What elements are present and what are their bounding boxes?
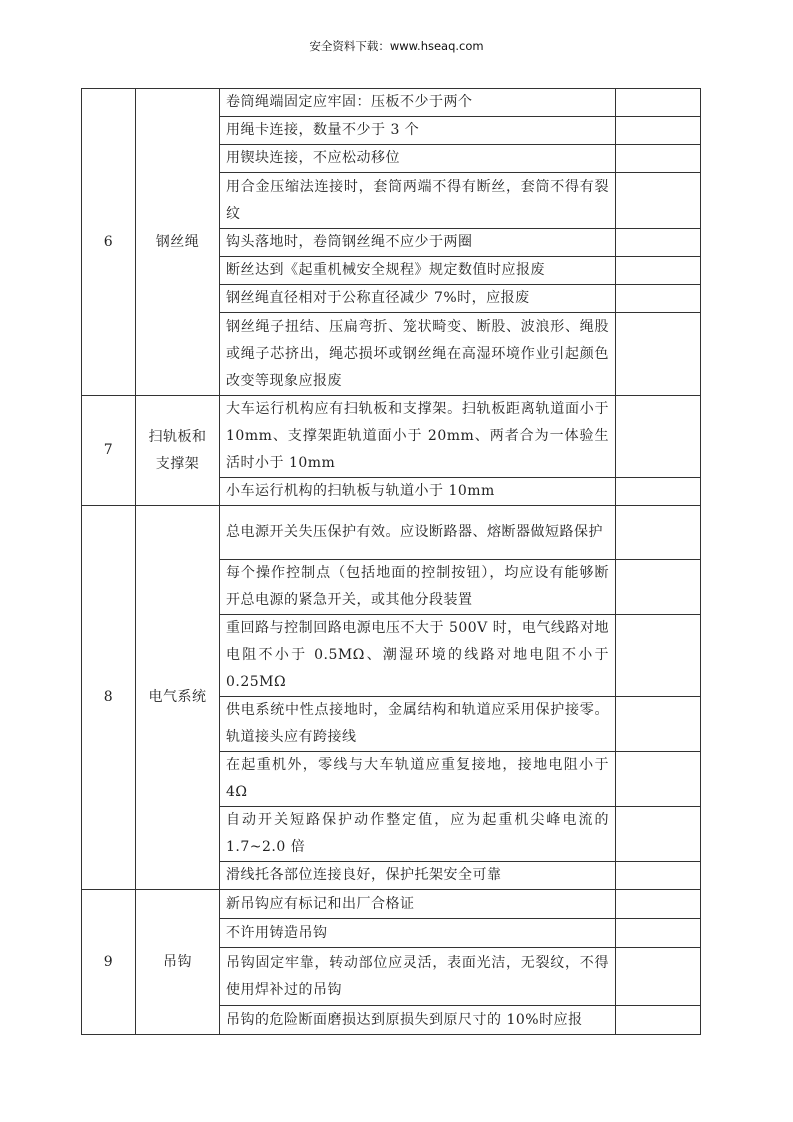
requirement-text: 钢丝绳直径相对于公称直径减少 7%时，应报废 bbox=[220, 285, 616, 313]
requirement-text: 吊钩的危险断面磨损达到原损失到原尺寸的 10%时应报 bbox=[220, 1006, 616, 1035]
check-cell bbox=[616, 506, 701, 560]
requirement-text: 钩头落地时，卷筒钢丝绳不应少于两圈 bbox=[220, 229, 616, 257]
check-cell bbox=[616, 117, 701, 145]
check-cell bbox=[616, 145, 701, 173]
check-cell bbox=[616, 229, 701, 257]
requirement-text: 新吊钩应有标记和出厂合格证 bbox=[220, 890, 616, 919]
page-header: 安全资料下载：www.hseaq.com bbox=[309, 39, 484, 53]
section-number: 8 bbox=[82, 506, 136, 890]
check-cell bbox=[616, 948, 701, 1006]
check-cell bbox=[616, 919, 701, 948]
check-cell bbox=[616, 807, 701, 862]
requirement-text: 在起重机外，零线与大车轨道应重复接地，接地电阻小于 4Ω bbox=[220, 752, 616, 807]
check-cell bbox=[616, 862, 701, 890]
requirement-text: 卷筒绳端固定应牢固：压板不少于两个 bbox=[220, 89, 616, 117]
section-item: 钢丝绳 bbox=[136, 89, 220, 396]
check-cell bbox=[616, 257, 701, 285]
requirement-text: 不许用铸造吊钩 bbox=[220, 919, 616, 948]
requirement-text: 供电系统中性点接地时，金属结构和轨道应采用保护接零。轨道接头应有跨接线 bbox=[220, 697, 616, 752]
section-number: 7 bbox=[82, 396, 136, 506]
check-cell bbox=[616, 173, 701, 229]
section-item: 电气系统 bbox=[136, 506, 220, 890]
requirement-text: 吊钩固定牢靠，转动部位应灵活，表面光洁，无裂纹，不得使用焊补过的吊钩 bbox=[220, 948, 616, 1006]
check-cell bbox=[616, 1006, 701, 1035]
section-item: 吊钩 bbox=[136, 890, 220, 1035]
check-cell bbox=[616, 89, 701, 117]
requirement-text: 用锲块连接，不应松动移位 bbox=[220, 145, 616, 173]
check-cell bbox=[616, 560, 701, 615]
requirement-text: 自动开关短路保护动作整定值，应为起重机尖峰电流的 1.7~2.0 倍 bbox=[220, 807, 616, 862]
requirement-text: 断丝达到《起重机械安全规程》规定数值时应报废 bbox=[220, 257, 616, 285]
section-item: 扫轨板和支撑架 bbox=[136, 396, 220, 506]
requirement-text: 重回路与控制回路电源电压不大于 500V 时，电气线路对地电阻不小于 0.5MΩ、潮湿环境的线路对地电阻不小于 0.25MΩ bbox=[220, 615, 616, 697]
requirement-text: 用合金压缩法连接时，套筒两端不得有断丝，套筒不得有裂纹 bbox=[220, 173, 616, 229]
check-cell bbox=[616, 396, 701, 478]
requirement-text: 总电源开关失压保护有效。应设断路器、熔断器做短路保护 bbox=[220, 506, 616, 560]
check-cell bbox=[616, 890, 701, 919]
requirement-text: 用绳卡连接，数量不少于 3 个 bbox=[220, 117, 616, 145]
check-cell bbox=[616, 752, 701, 807]
requirement-text: 滑线托各部位连接良好，保护托架安全可靠 bbox=[220, 862, 616, 890]
requirement-text: 钢丝绳子扭结、压扁弯折、笼状畸变、断股、波浪形、绳股或绳子芯挤出，绳芯损坏或钢丝绳在高湿环境作业引起颜色改变等现象应报废 bbox=[220, 313, 616, 396]
check-cell bbox=[616, 615, 701, 697]
check-cell bbox=[616, 478, 701, 506]
requirement-text: 每个操作控制点（包括地面的控制按钮），均应设有能够断开总电源的紧急开关，或其他分段装置 bbox=[220, 560, 616, 615]
requirement-text: 大车运行机构应有扫轨板和支撑架。扫轨板距离轨道面小于 10mm、支撑架距轨道面小于 20mm、两者合为一体验生活时小于 10mm bbox=[220, 396, 616, 478]
check-cell bbox=[616, 697, 701, 752]
requirement-text: 小车运行机构的扫轨板与轨道小于 10mm bbox=[220, 478, 616, 506]
check-cell bbox=[616, 313, 701, 396]
inspection-table bbox=[81, 88, 701, 1035]
section-number: 6 bbox=[82, 89, 136, 396]
check-cell bbox=[616, 285, 701, 313]
section-number: 9 bbox=[82, 890, 136, 1035]
